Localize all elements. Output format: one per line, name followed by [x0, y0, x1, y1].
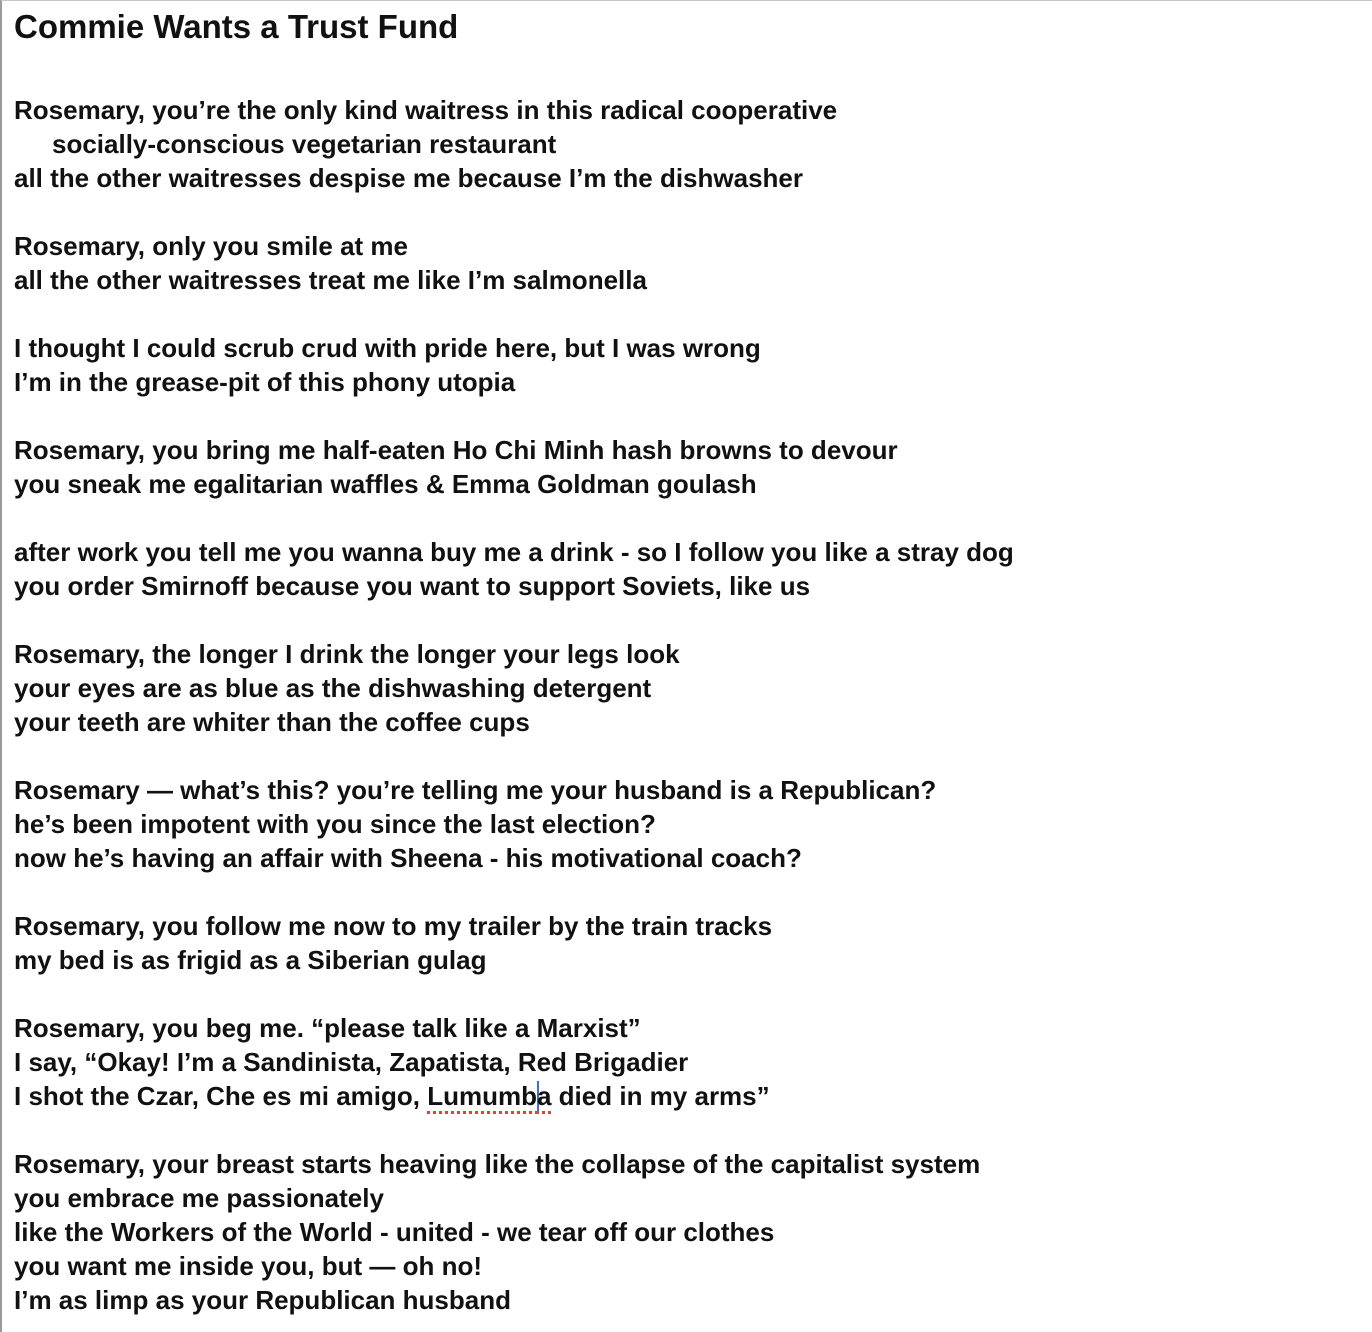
stanza-break: [14, 297, 1354, 331]
poem-line: Rosemary — what’s this? you’re telling me your husband is a Republican?: [14, 775, 937, 805]
poem-line: Rosemary, you beg me. “please talk like a Marxist”: [14, 1013, 641, 1043]
poem-line: your teeth are whiter than the coffee cups: [14, 707, 530, 737]
poem-line: your eyes are as blue as the dishwashing detergent: [14, 673, 652, 703]
poem-line: now he’s having an affair with Sheena - his motivational coach?: [14, 843, 802, 873]
poem-line: I thought I could scrub crud with pride here, but I was wrong: [14, 333, 761, 363]
spellcheck-flagged-word[interactable]: [427, 1081, 551, 1111]
poem-line: after work you tell me you wanna buy me a drink - so I follow you like a stray dog: [14, 537, 1014, 567]
stanza-break: [14, 399, 1354, 433]
word-part: Lumumb: [427, 1081, 537, 1111]
poem-line: you sneak me egalitarian waffles & Emma Goldman goulash: [14, 469, 757, 499]
poem-line: my bed is as frigid as a Siberian gulag: [14, 945, 487, 975]
stanza-break: [14, 739, 1354, 773]
poem-line: Rosemary, the longer I drink the longer your legs look: [14, 639, 680, 669]
poem-body[interactable]: [14, 93, 1354, 1317]
stanza-break: [14, 1113, 1354, 1147]
poem-line: like the Workers of the World - united - we tear off our clothes: [14, 1217, 775, 1247]
stanza-break: [14, 603, 1354, 637]
stanza-break: [14, 977, 1354, 1011]
poem-line: you want me inside you, but — oh no!: [14, 1251, 482, 1281]
poem-line: I say, “Okay! I’m a Sandinista, Zapatista, Red Brigadier: [14, 1047, 689, 1077]
stanza-break: [14, 195, 1354, 229]
stanza-break: [14, 875, 1354, 909]
poem-line: all the other waitresses despise me because I’m the dishwasher: [14, 163, 803, 193]
poem-line: you embrace me passionately: [14, 1183, 384, 1213]
poem-line: Rosemary, your breast starts heaving like the collapse of the capitalist system: [14, 1149, 981, 1179]
poem-title: Commie Wants a Trust Fund: [14, 8, 459, 45]
poem-line: Rosemary, only you smile at me: [14, 231, 408, 261]
poem-line: he’s been impotent with you since the last election?: [14, 809, 656, 839]
line-segment: died in my arms”: [551, 1081, 770, 1111]
poem-line: all the other waitresses treat me like I’m salmonella: [14, 265, 647, 295]
poem-line: I’m as limp as your Republican husband: [14, 1285, 511, 1315]
line-segment: I shot the Czar, Che es mi amigo,: [14, 1081, 428, 1111]
word-part: a: [536, 1081, 552, 1111]
poem-line: Rosemary, you’re the only kind waitress in this radical cooperative: [14, 95, 838, 125]
poem-line-with-cursor[interactable]: [14, 1079, 1354, 1113]
stanza-break: [14, 501, 1354, 535]
poem-line: Rosemary, you follow me now to my trailer by the train tracks: [14, 911, 773, 941]
poem-line: you order Smirnoff because you want to support Soviets, like us: [14, 571, 811, 601]
poem-line: Rosemary, you bring me half-eaten Ho Chi Minh hash browns to devour: [14, 435, 898, 465]
poem-line: I’m in the grease-pit of this phony utopia: [14, 367, 516, 397]
poem-line-indented: socially-conscious vegetarian restaurant: [52, 129, 557, 159]
